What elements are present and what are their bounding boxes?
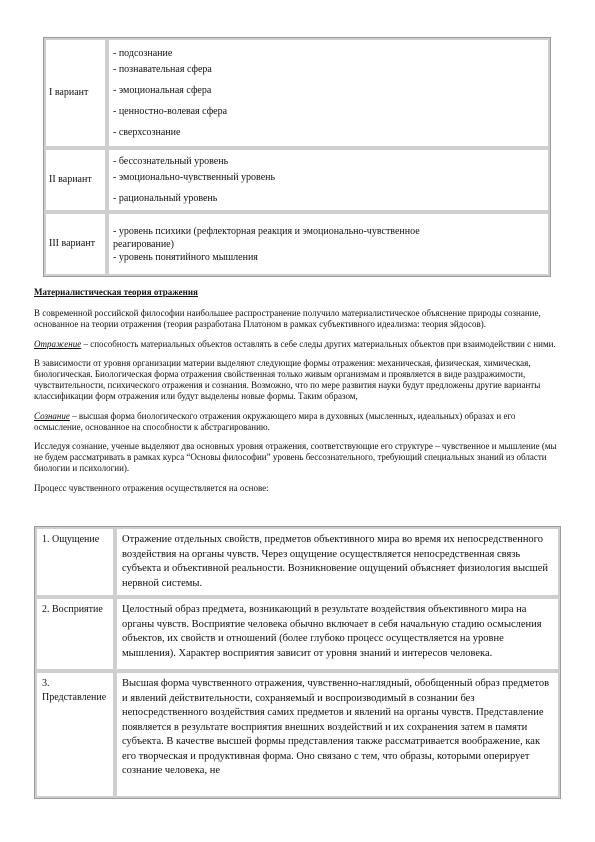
term-consciousness: Сознание [34,410,70,421]
variant-item: - познавательная сфера [113,64,212,75]
variant-item: - эмоционально-чувственный уровень [113,172,276,183]
sensory-description: Высшая форма чувственного отражения, чувственно-наглядный, обобщенный образ предметов и явлений действительности, сохраняемый и воспроизводимый в сознании без непосредственного воздействия самих предметов и явлений на органы чувств. Представление появляется в результате восприятия внешних воздействий и их сохранения затем в памяти субъекта. В качестве высшей формы представления также рассматривается воображение, как его творческая и продуктивная форма. Оно связано с тем, что образы, которыми оперирует сознание человека, не [115,671,560,798]
variant-label: I вариант [44,38,107,148]
variant-items [107,38,550,148]
paragraph: Процесс чувственного отражения осуществляется на основе: [34,482,269,493]
variants-table [43,37,551,277]
sensory-label: 3. Представление [35,671,115,798]
variant-label: III вариант [44,212,107,276]
variant-item: - бессознательный уровень [113,156,229,167]
variant-items [107,148,550,212]
sensory-description: Отражение отдельных свойств, предметов объективного мира во время их непосредственного воздействия на органы чувств. Через ощущение осуществляется непосредственная связь субъекта и объективной реальности. Возникновение ощущений объясняет физиология высшей нервной системы. [115,527,560,597]
sensory-label: 1. Ощущение [35,527,115,597]
paragraph: Исследуя сознание, ученые выделяют два основных уровня отражения, соответствующие его структуре – чувственное и мышление (мы не будем рассматривать в рамках курса “Основы философии” уровень бессознательного, требующий специальных знаний из области биологии и психологии). [34,441,557,473]
variant-item: - подсознание [113,48,173,59]
variant-items [107,212,550,276]
variant-label: II вариант [44,148,107,212]
sensory-row [35,527,560,597]
sensory-row [35,671,560,798]
definition-text: – способность материальных объектов оставлять в себе следы других материальных объектов при взаимодействии с ними. [81,338,556,349]
variant-row [44,212,550,276]
variant-item: - ценностно-волевая сфера [113,106,228,117]
variant-item: - уровень психики (рефлекторная реакция и эмоционально-чувственное реагирование) [113,225,420,250]
variant-item: - эмоциональная сфера [113,85,212,96]
variant-row [44,38,550,148]
variant-item: - сверхсознание [113,127,181,138]
paragraph: В современной российской философии наибольшее распространение получило материалистическое объяснение природы сознание, основанное на теории отражения (теория разработана Платоном в рамках субъективного идеализма: теория эйдосов). [34,308,541,329]
sensory-label: 2. Восприятие [35,597,115,671]
section-heading: Материалистическая теория отражения [34,287,198,297]
paragraph: В зависимости от уровня организации материи выделяют следующие формы отражения: механическая, физическая, химическая, биологическая. Биологическая форма отражения свойственная только живым организмам и проявляется в виде раздражимости, чувствительности, психического отражения и сознания. Возможно, что по мере развития науки будут предложены другие варианты классификации форм отражения или будут выделены новые формы. Таким образом, [34,358,541,401]
variant-item: - рациональный уровень [113,193,218,204]
term-reflection: Отражение [34,338,82,349]
variant-row [44,148,550,212]
variant-item: - уровень понятийного мышления [113,251,258,263]
definition-text: – высшая форма биологического отражения окружающего мира в духовных (мысленных, идеальных) образах и его осмысление, основанное на способности к абстрагированию. [34,410,516,432]
reflection-theory-section [34,287,559,502]
sensory-reflection-table [34,526,561,799]
sensory-description: Целостный образ предмета, возникающий в результате воздействия объективного мира на органы чувств. Восприятие человека обычно включает в себя начальную стадию осмысления объектов, их свойств и отношений (более глубоко процесс осуществляется на уровне мышления). Характер восприятия зависит от уровня знаний и интересов человека. [115,597,560,671]
sensory-row [35,597,560,671]
definition-paragraph [34,411,559,433]
definition-paragraph [34,339,559,350]
